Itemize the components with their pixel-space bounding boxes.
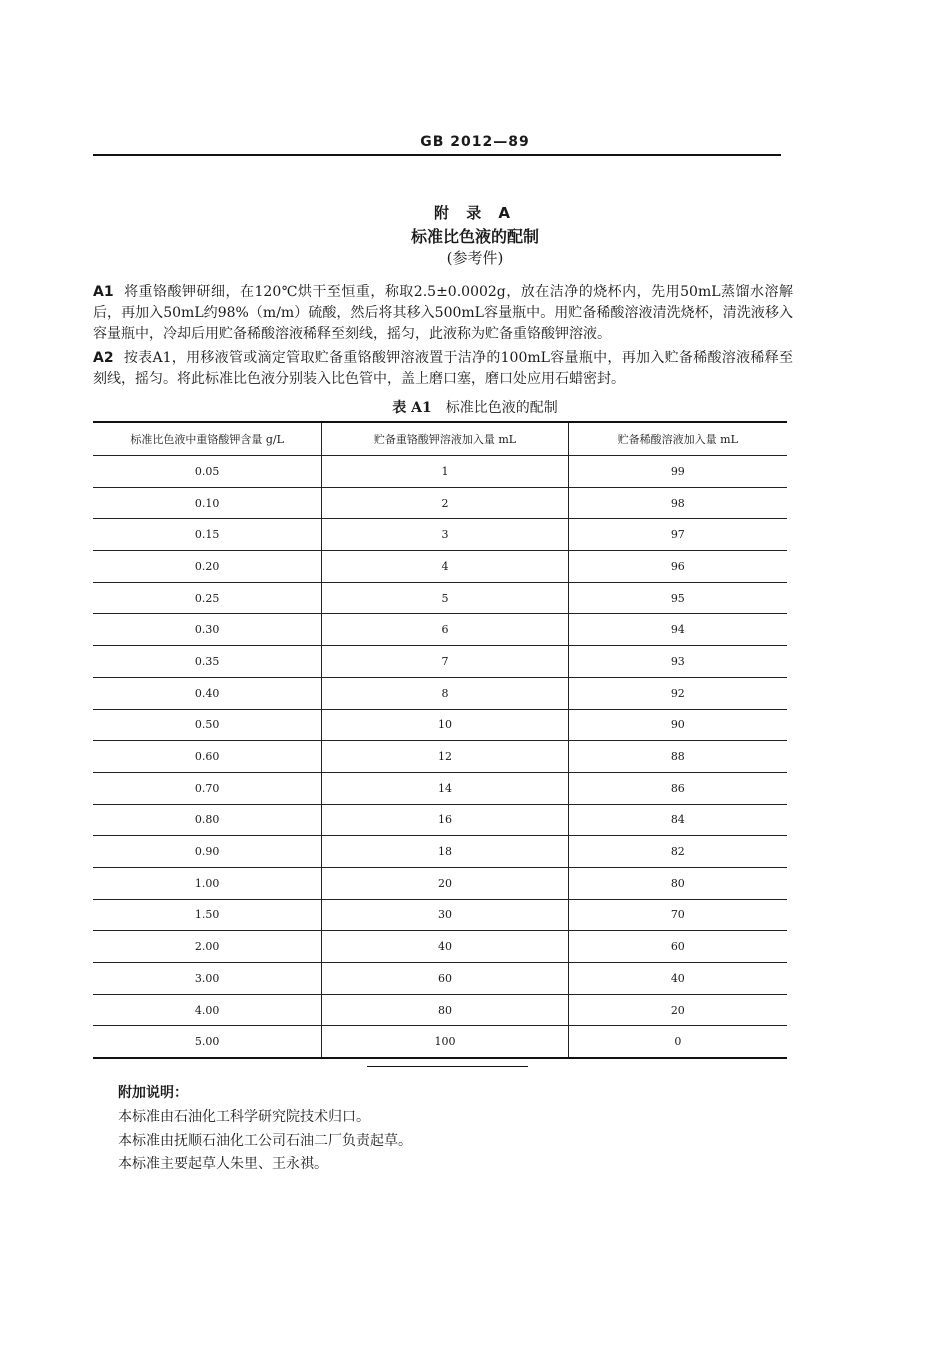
cell-concentration: 0.10 xyxy=(93,487,322,519)
cell-dilute-acid-volume: 0 xyxy=(568,1026,787,1058)
cell-dilute-acid-volume: 82 xyxy=(568,836,787,868)
table-row xyxy=(93,582,787,614)
cell-dilute-acid-volume: 95 xyxy=(568,582,787,614)
column-header-dichromate-volume: 贮备重铬酸钾溶液加入量 mL xyxy=(322,422,568,456)
table-row xyxy=(93,741,787,773)
cell-concentration: 0.60 xyxy=(93,741,322,773)
table-row xyxy=(93,899,787,931)
cell-concentration: 0.05 xyxy=(93,456,322,488)
cell-dichromate-volume: 3 xyxy=(322,519,568,551)
cell-dichromate-volume: 10 xyxy=(322,709,568,741)
table-row xyxy=(93,614,787,646)
cell-dichromate-volume: 80 xyxy=(322,994,568,1026)
cell-dilute-acid-volume: 70 xyxy=(568,899,787,931)
cell-dilute-acid-volume: 96 xyxy=(568,551,787,583)
table-header-row xyxy=(93,422,787,456)
cell-dilute-acid-volume: 92 xyxy=(568,677,787,709)
table-caption-title: 标准比色液的配制 xyxy=(445,400,558,416)
appendix-label: 附 录 A xyxy=(433,204,517,222)
table-row xyxy=(93,931,787,963)
cell-dichromate-volume: 1 xyxy=(322,456,568,488)
cell-concentration: 0.15 xyxy=(93,519,322,551)
cell-concentration: 0.35 xyxy=(93,646,322,678)
table-row xyxy=(93,709,787,741)
cell-dilute-acid-volume: 86 xyxy=(568,772,787,804)
note-line: 本标准由石油化工科学研究院技术归口。 xyxy=(118,1109,370,1125)
table-row xyxy=(93,519,787,551)
note-line: 本标准主要起草人朱里、王永祺。 xyxy=(118,1156,328,1172)
cell-concentration: 0.90 xyxy=(93,836,322,868)
standard-code: GB 2012—89 xyxy=(420,134,530,150)
table-row xyxy=(93,551,787,583)
header-rule xyxy=(93,154,781,156)
cell-concentration: 0.25 xyxy=(93,582,322,614)
cell-dichromate-volume: 8 xyxy=(322,677,568,709)
cell-dilute-acid-volume: 20 xyxy=(568,994,787,1026)
paragraph-a1 xyxy=(93,282,793,345)
cell-dilute-acid-volume: 94 xyxy=(568,614,787,646)
paragraph-a1-text: 将重铬酸钾研细，在120℃烘干至恒重，称取2.5±0.0002g，放在洁净的烧杯内，先用50mL蒸馏水溶解后，再加入50mL约98%（m/m）硫酸，然后将其移入500mL容量瓶中。用贮备稀酸溶液清洗烧杯，清洗液移入容量瓶中，冷却后用贮备稀酸溶液稀释至刻线，摇匀，此液称为贮备重铬酸钾溶液。 xyxy=(93,284,793,342)
end-rule xyxy=(367,1066,528,1067)
cell-dichromate-volume: 20 xyxy=(322,867,568,899)
cell-dilute-acid-volume: 40 xyxy=(568,963,787,995)
cell-dilute-acid-volume: 90 xyxy=(568,709,787,741)
table-row xyxy=(93,963,787,995)
paragraph-a2-number: A2 xyxy=(93,350,114,366)
table-row xyxy=(93,646,787,678)
table-caption xyxy=(0,397,950,417)
table-row xyxy=(93,836,787,868)
cell-concentration: 0.50 xyxy=(93,709,322,741)
cell-concentration: 4.00 xyxy=(93,994,322,1026)
cell-concentration: 3.00 xyxy=(93,963,322,995)
appendix-note: (参考件) xyxy=(446,249,504,267)
cell-dilute-acid-volume: 80 xyxy=(568,867,787,899)
appendix-title: 标准比色液的配制 xyxy=(410,227,539,246)
cell-concentration: 1.00 xyxy=(93,867,322,899)
cell-dichromate-volume: 30 xyxy=(322,899,568,931)
table-row xyxy=(93,456,787,488)
cell-dichromate-volume: 100 xyxy=(322,1026,568,1058)
table-row xyxy=(93,867,787,899)
column-header-concentration: 标准比色液中重铬酸钾含量 g/L xyxy=(93,422,322,456)
cell-dichromate-volume: 12 xyxy=(322,741,568,773)
cell-dilute-acid-volume: 93 xyxy=(568,646,787,678)
cell-concentration: 5.00 xyxy=(194,1035,220,1049)
column-header-dilute-acid-volume: 贮备稀酸溶液加入量 mL xyxy=(568,422,787,456)
table-caption-number: 表 A1 xyxy=(392,400,432,416)
cell-dilute-acid-volume: 99 xyxy=(568,456,787,488)
cell-concentration: 0.40 xyxy=(93,677,322,709)
table-row xyxy=(93,1026,787,1058)
cell-dichromate-volume: 6 xyxy=(322,614,568,646)
paragraph-a2-text: 按表A1，用移液管或滴定管取贮备重铬酸钾溶液置于洁净的100mL容量瓶中，再加入贮备稀酸溶液稀释至刻线，摇匀。将此标准比色液分别装入比色管中，盖上磨口塞，磨口处应用石蜡密封。 xyxy=(93,350,793,387)
cell-dichromate-volume: 4 xyxy=(322,551,568,583)
table-row xyxy=(93,772,787,804)
cell-concentration: 0.70 xyxy=(93,772,322,804)
cell-dichromate-volume: 60 xyxy=(322,963,568,995)
paragraph-a2 xyxy=(93,348,793,390)
table-row xyxy=(93,487,787,519)
cell-dichromate-volume: 16 xyxy=(322,804,568,836)
table-row xyxy=(93,994,787,1026)
table-row xyxy=(93,804,787,836)
cell-concentration: 0.20 xyxy=(93,551,322,583)
cell-concentration: 0.30 xyxy=(93,614,322,646)
cell-dichromate-volume: 7 xyxy=(322,646,568,678)
cell-dichromate-volume: 2 xyxy=(322,487,568,519)
cell-dichromate-volume: 5 xyxy=(322,582,568,614)
cell-dilute-acid-volume: 84 xyxy=(568,804,787,836)
notes-heading: 附加说明： xyxy=(118,1085,188,1101)
standard-color-table xyxy=(93,421,787,1059)
paragraph-a1-number: A1 xyxy=(93,284,114,300)
note-line: 本标准由抚顺石油化工公司石油二厂负责起草。 xyxy=(118,1133,412,1149)
cell-dilute-acid-volume: 97 xyxy=(568,519,787,551)
cell-dilute-acid-volume: 98 xyxy=(568,487,787,519)
table-body xyxy=(93,456,787,1059)
cell-dilute-acid-volume: 88 xyxy=(568,741,787,773)
table-row xyxy=(93,677,787,709)
cell-dichromate-volume: 40 xyxy=(322,931,568,963)
cell-dichromate-volume: 14 xyxy=(322,772,568,804)
cell-dilute-acid-volume: 60 xyxy=(568,931,787,963)
cell-concentration: 2.00 xyxy=(93,931,322,963)
cell-dichromate-volume: 18 xyxy=(322,836,568,868)
cell-concentration: 0.80 xyxy=(93,804,322,836)
cell-concentration: 1.50 xyxy=(93,899,322,931)
